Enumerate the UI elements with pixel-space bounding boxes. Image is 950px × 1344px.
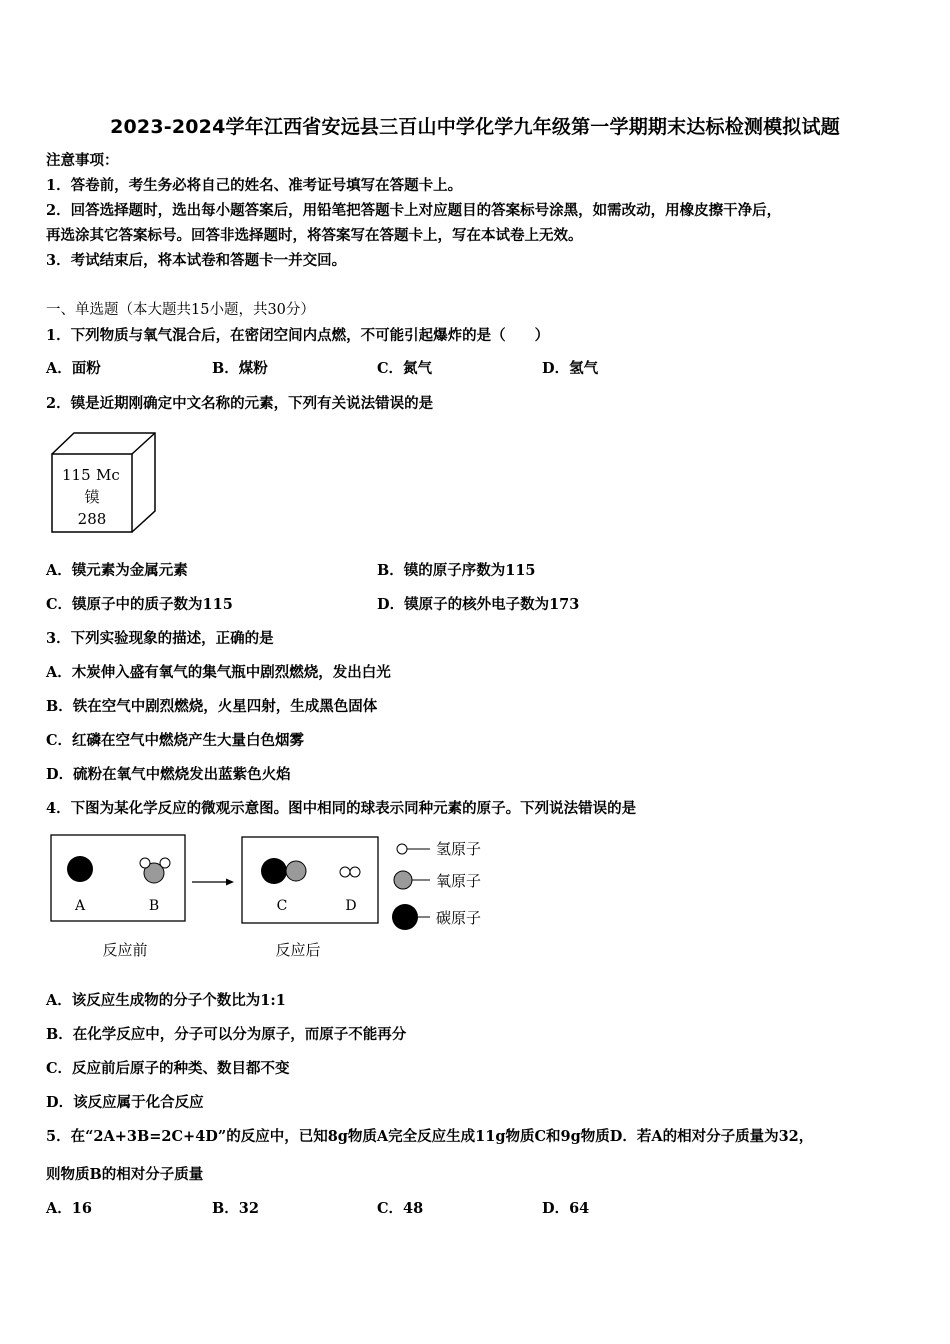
q5-option-c[interactable]: C．48 — [377, 1200, 424, 1217]
q2-option-c[interactable]: C．镆原子中的质子数为115 — [46, 596, 233, 613]
q5-option-b[interactable]: B．32 — [212, 1200, 259, 1217]
element-symbol: Mc — [96, 466, 120, 484]
q1-option-d[interactable]: D．氢气 — [542, 360, 599, 377]
notice-item: 3．考试结束后，将本试卷和答题卡一并交回。 — [46, 252, 347, 269]
q2-option-b[interactable]: B．镆的原子序数为115 — [377, 562, 536, 579]
q5-option-d[interactable]: D．64 — [542, 1200, 590, 1217]
element-card-figure — [46, 428, 162, 538]
hydrogen-atom — [140, 858, 150, 868]
q4-option-d[interactable]: D．该反应属于化合反应 — [46, 1094, 204, 1111]
element-number: 115 — [62, 466, 91, 484]
q3-option-b[interactable]: B．铁在空气中剧烈燃烧，火星四射，生成黑色固体 — [46, 698, 378, 715]
hydrogen-atom — [350, 867, 360, 877]
legend-oxygen: 氧原子 — [436, 872, 482, 890]
question-2-stem: 2．镆是近期刚确定中文名称的元素，下列有关说法错误的是 — [46, 395, 434, 412]
after-caption: 反应后 — [275, 941, 321, 959]
arrow-head-icon — [226, 879, 234, 886]
element-name: 镆 — [84, 488, 100, 506]
legend-oxygen-icon — [394, 871, 412, 889]
hydrogen-atom — [160, 858, 170, 868]
q3-option-c[interactable]: C．红磷在空气中燃烧产生大量白色烟雾 — [46, 732, 305, 749]
hydrogen-atom — [340, 867, 350, 877]
legend-carbon: 碳原子 — [436, 909, 482, 927]
label-d: D — [345, 898, 357, 914]
question-5-stem: 5．在“2A+3B=2C+4D”的反应中，已知8g物质A完全反应生成11g物质C和9g物质D．若A的相对分子质量为32， — [46, 1128, 814, 1145]
notice-item: 1．答卷前，考生务必将自己的姓名、准考证号填写在答题卡上。 — [46, 177, 463, 194]
question-5-stem-cont: 则物质B的相对分子质量 — [46, 1166, 204, 1183]
question-4-stem: 4．下图为某化学反应的微观示意图。图中相同的球表示同种元素的原子。下列说法错误的是 — [46, 800, 637, 817]
q2-option-a[interactable]: A．镆元素为金属元素 — [46, 562, 188, 579]
q3-option-d[interactable]: D．硫粉在氧气中燃烧发出蓝紫色火焰 — [46, 766, 291, 783]
oxygen-atom — [286, 861, 306, 881]
section-heading: 一、单选题（本大题共15小题，共30分） — [46, 302, 315, 318]
reaction-diagram — [46, 832, 506, 967]
q1-option-c[interactable]: C．氮气 — [377, 360, 433, 377]
q1-option-b[interactable]: B．煤粉 — [212, 360, 268, 377]
q4-option-a[interactable]: A．该反应生成物的分子个数比为1:1 — [46, 992, 286, 1009]
q4-option-c[interactable]: C．反应前后原子的种类、数目都不变 — [46, 1060, 290, 1077]
legend-carbon-icon — [392, 904, 418, 930]
element-mass: 288 — [77, 510, 107, 528]
q2-option-d[interactable]: D．镆原子的核外电子数为173 — [377, 596, 580, 613]
question-1-stem: 1．下列物质与氧气混合后，在密闭空间内点燃，不可能引起爆炸的是（ ） — [46, 327, 550, 344]
question-3-stem: 3．下列实验现象的描述，正确的是 — [46, 630, 274, 647]
notice-heading: 注意事项： — [46, 152, 119, 169]
label-c: C — [276, 898, 288, 914]
before-caption: 反应前 — [102, 941, 148, 959]
q3-option-a[interactable]: A．木炭伸入盛有氧气的集气瓶中剧烈燃烧，发出白光 — [46, 664, 391, 681]
after-box — [242, 837, 378, 923]
label-b: B — [148, 898, 160, 914]
label-a: A — [74, 898, 86, 914]
notice-item: 2．回答选择题时，选出每小题答案后，用铅笔把答题卡上对应题目的答案标号涂黑，如需改动，用橡皮擦干净后， — [46, 202, 782, 219]
carbon-atom — [67, 856, 93, 882]
q5-option-a[interactable]: A．16 — [46, 1200, 92, 1217]
notice-item: 再选涂其它答案标号。回答非选择题时，将答案写在答题卡上，写在本试卷上无效。 — [46, 227, 583, 244]
carbon-atom — [261, 858, 287, 884]
legend-hydrogen-icon — [397, 844, 407, 854]
page-title: 2023-2024学年江西省安远县三百山中学化学九年级第一学期期末达标检测模拟试题 — [110, 116, 840, 138]
q1-option-a[interactable]: A．面粉 — [46, 360, 101, 377]
legend-hydrogen: 氢原子 — [436, 840, 482, 858]
q4-option-b[interactable]: B．在化学反应中，分子可以分为原子，而原子不能再分 — [46, 1026, 407, 1043]
